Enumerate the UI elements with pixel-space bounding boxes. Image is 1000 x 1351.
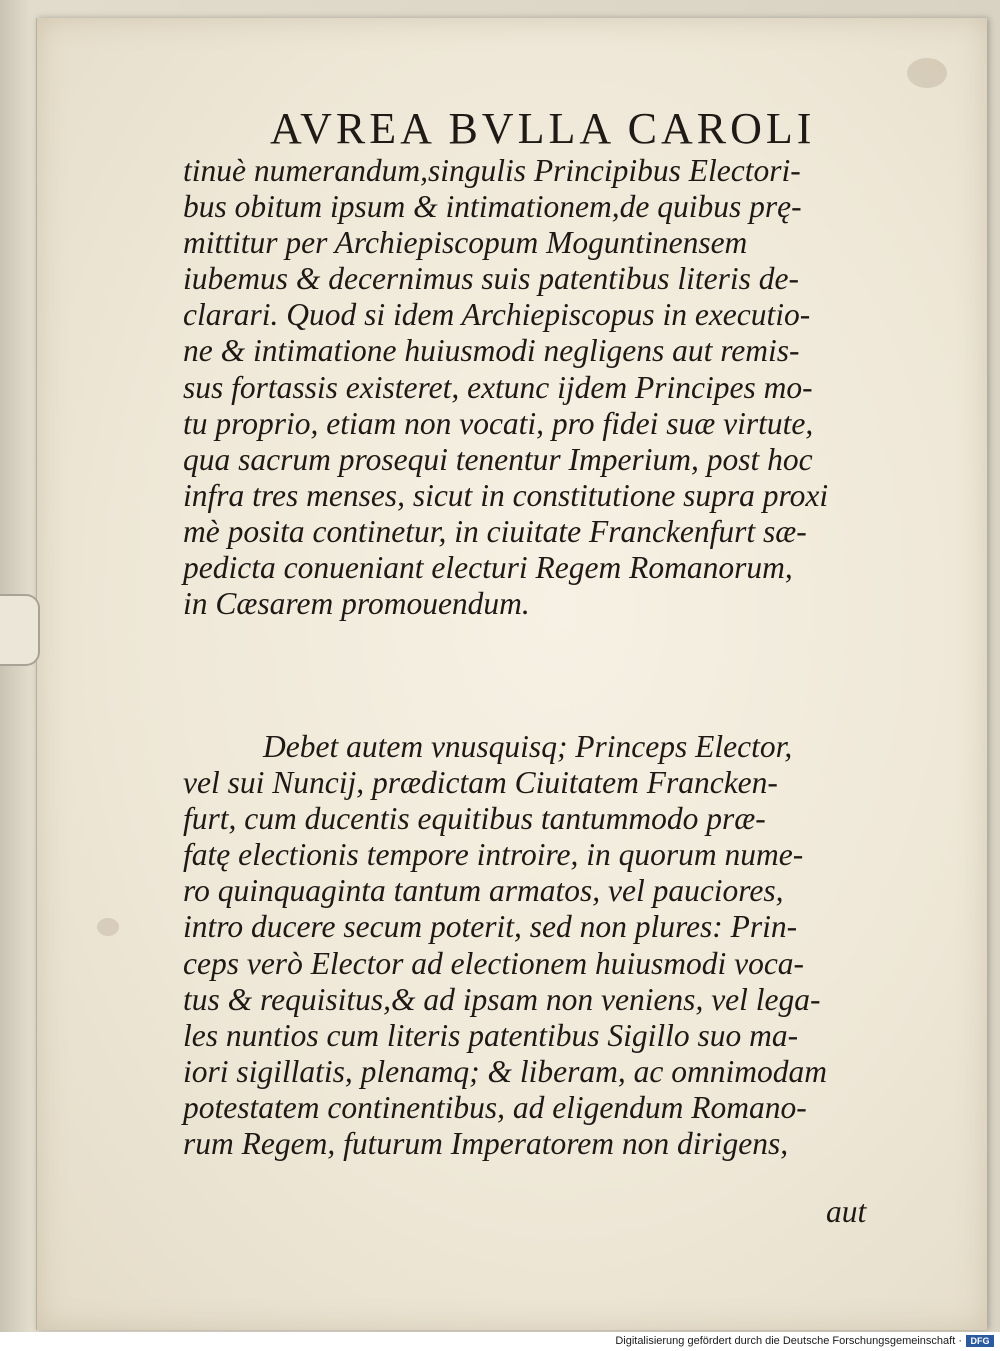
catchword: aut — [826, 1194, 867, 1229]
text-line: sus fortassis existeret, extunc ijdem Principes mo- — [183, 369, 813, 405]
paragraph-2 — [183, 729, 893, 1162]
text-line: fatę electionis tempore introire, in quorum nume- — [183, 837, 804, 873]
text-line: infra tres menses, sicut in constitutione supra proxi — [183, 477, 829, 513]
paper-stain — [907, 58, 947, 88]
text-line: ro quinquaginta tantum armatos, vel pauciores, — [183, 873, 784, 909]
text-line: vel sui Nuncij, prædictam Ciuitatem Francken- — [183, 765, 778, 801]
text-line: tinuè numerandum,singulis Principibus Electori- — [183, 153, 801, 188]
text-line: clarari. Quod si idem Archiepiscopus in executio- — [183, 297, 811, 333]
text-line: iori sigillatis, plenamq; & liberam, ac omnimodam — [183, 1053, 827, 1089]
paragraph-1 — [183, 153, 893, 622]
text-line: les nuntios cum literis patentibus Sigillo suo ma- — [183, 1017, 799, 1053]
text-line: mittitur per Archiepiscopum Moguntinensem — [183, 225, 748, 261]
text-line: potestatem continentibus, ad eligendum Romano- — [183, 1089, 807, 1125]
text-line: Debet autem vnusquisq; Princeps Elector, — [263, 729, 793, 764]
dfg-credit: Digitalisierung gefördert durch die Deutsche Forschungsgemeinschaft · — [615, 1335, 962, 1347]
text-line: furt, cum ducentis equitibus tantummodo præ- — [183, 801, 766, 837]
text-line: qua sacrum prosequi tenentur Imperium, post hoc — [183, 441, 813, 477]
dfg-logo: DFG — [966, 1335, 994, 1347]
text-line: intro ducere secum poterit, sed non plures: Prin- — [183, 909, 798, 945]
text-line: rum Regem, futurum Imperatorem non dirigens, — [183, 1126, 789, 1162]
text-line: tus & requisitus,& ad ipsam non veniens, vel lega- — [183, 981, 821, 1017]
text-line: mè posita continetur, in ciuitate Franckenfurt sæ- — [183, 513, 807, 549]
paper-stain — [97, 918, 119, 936]
running-title: AVREA BVLLA CAROLI — [270, 104, 816, 153]
page-edge-tab — [0, 594, 40, 666]
text-line: iubemus & decernimus suis patentibus literis de- — [183, 261, 799, 297]
text-line: bus obitum ipsum & intimationem,de quibus prę- — [183, 189, 802, 225]
text-line: pedicta conueniant electuri Regem Romanorum, — [183, 550, 793, 586]
text-line: tu proprio, etiam non vocati, pro fidei suæ virtute, — [183, 405, 814, 441]
text-line: ceps verò Elector ad electionem huiusmodi voca- — [183, 945, 805, 981]
text-line: ne & intimatione huiusmodi negligens aut remis- — [183, 333, 800, 369]
text-line: in Cæsarem promouendum. — [183, 586, 530, 622]
